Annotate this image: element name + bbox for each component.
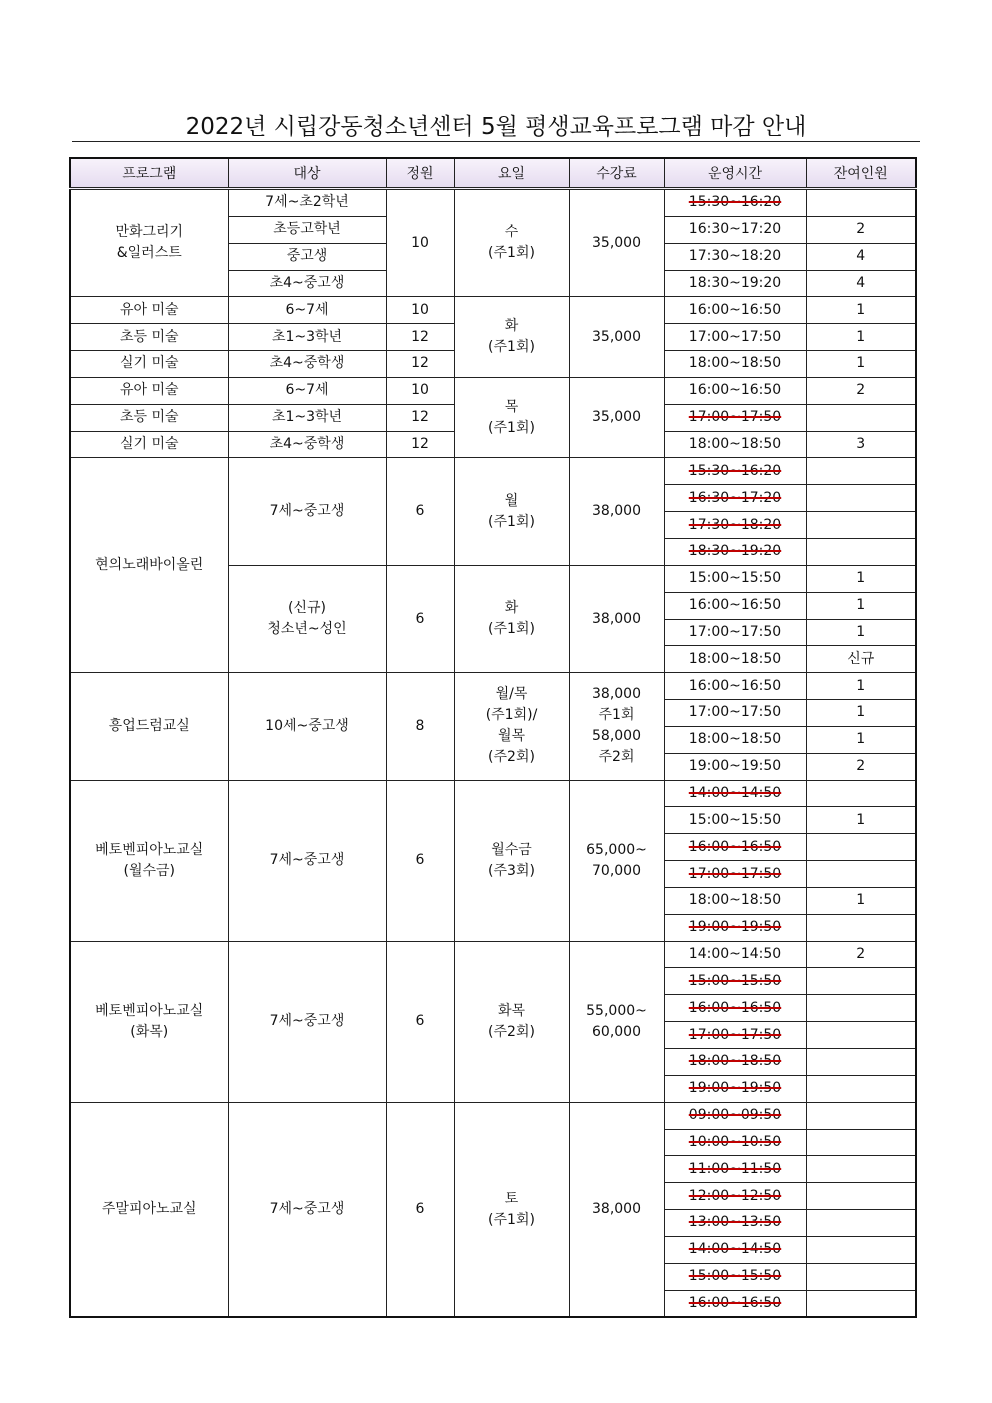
target-cell: 6~7세 (228, 297, 386, 324)
table-header-row (70, 158, 916, 189)
time-text: 19:00~19:50 (688, 1080, 782, 1097)
capacity-cell: 10 (386, 297, 454, 324)
time-slot-closed (664, 1210, 806, 1237)
time-text: 17:00~17:50 (688, 1026, 782, 1043)
time-slot-closed (664, 458, 806, 485)
time-text: 17:00~17:50 (688, 865, 782, 882)
capacity-cell: 10 (386, 189, 454, 297)
time-text: 09:00~09:50 (688, 1107, 782, 1124)
fee-cell: 38,000 (569, 565, 664, 672)
capacity-cell: 8 (386, 673, 454, 780)
time-slot-closed (664, 834, 806, 861)
table-row (70, 1102, 916, 1129)
remaining-cell: 2 (806, 377, 916, 404)
header-fee: 수강료 (569, 158, 664, 189)
day-cell: 토 (주1회) (454, 1102, 569, 1317)
fee-cell: 38,000 (569, 1102, 664, 1317)
program-cell: 실기 미술 (70, 351, 228, 378)
time-slot (664, 270, 806, 297)
remaining-cell: 4 (806, 270, 916, 297)
time-text: 16:30~17:20 (688, 489, 782, 506)
time-text: 10:00~10:50 (688, 1133, 782, 1150)
remaining-cell: 3 (806, 431, 916, 458)
time-text: 18:00~18:50 (688, 731, 782, 748)
time-text: 18:00~18:50 (688, 1053, 782, 1070)
day-cell: 화 (주1회) (454, 297, 569, 378)
capacity-cell: 6 (386, 565, 454, 672)
time-text: 16:00~16:50 (688, 597, 782, 614)
time-text: 16:00~16:50 (688, 999, 782, 1016)
remaining-cell: 1 (806, 726, 916, 753)
time-text: 14:00~14:50 (688, 1241, 782, 1258)
time-text: 17:30~18:20 (688, 516, 782, 533)
time-text: 17:00~17:50 (688, 704, 782, 721)
time-slot-closed (664, 1075, 806, 1102)
remaining-cell (806, 1102, 916, 1129)
target-cell: 7세~중고생 (228, 458, 386, 565)
remaining-cell (806, 1263, 916, 1290)
time-text: 16:30~17:20 (688, 221, 782, 238)
time-text: 17:30~18:20 (688, 248, 782, 265)
table-row (70, 458, 916, 485)
time-slot-closed (664, 861, 806, 888)
time-slot-closed (664, 995, 806, 1022)
day-cell: 월수금 (주3회) (454, 780, 569, 941)
time-slot-closed (664, 1022, 806, 1049)
time-slot-closed (664, 914, 806, 941)
time-text: 15:30~16:20 (688, 194, 782, 211)
target-cell: 10세~중고생 (228, 673, 386, 780)
remaining-cell (806, 1290, 916, 1317)
time-slot-closed (664, 1129, 806, 1156)
time-text: 16:00~16:50 (688, 677, 782, 694)
time-text: 18:30~19:20 (688, 274, 782, 291)
fee-cell: 38,000 (569, 458, 664, 565)
time-text: 15:00~15:50 (688, 972, 782, 989)
remaining-cell: 신규 (806, 646, 916, 673)
remaining-cell: 1 (806, 887, 916, 914)
remaining-cell (806, 834, 916, 861)
capacity-cell: 6 (386, 458, 454, 565)
remaining-cell: 1 (806, 807, 916, 834)
time-text: 19:00~19:50 (688, 758, 782, 775)
remaining-cell (806, 914, 916, 941)
day-cell: 화목 (주2회) (454, 941, 569, 1102)
time-slot (664, 619, 806, 646)
time-slot (664, 887, 806, 914)
remaining-cell (806, 189, 916, 217)
capacity-cell: 6 (386, 780, 454, 941)
fee-cell: 35,000 (569, 297, 664, 378)
program-cell: 베토벤피아노교실 (화목) (70, 941, 228, 1102)
time-slot-closed (664, 512, 806, 539)
time-text: 15:00~15:50 (688, 570, 782, 587)
target-cell: 7세~중고생 (228, 1102, 386, 1317)
target-cell: 초등고학년 (228, 216, 386, 243)
program-closing-table (69, 157, 917, 1318)
time-slot-closed (664, 538, 806, 565)
fee-cell: 65,000~ 70,000 (569, 780, 664, 941)
program-cell: 주말피아노교실 (70, 1102, 228, 1317)
target-cell: 중고생 (228, 243, 386, 270)
remaining-cell (806, 538, 916, 565)
remaining-cell (806, 1156, 916, 1183)
table-row (70, 780, 916, 807)
time-text: 13:00~13:50 (688, 1214, 782, 1231)
fee-cell: 35,000 (569, 377, 664, 458)
capacity-cell: 12 (386, 431, 454, 458)
time-slot (664, 377, 806, 404)
header-program: 프로그램 (70, 158, 228, 189)
time-slot-closed (664, 189, 806, 217)
time-text: 15:30~16:20 (688, 462, 782, 479)
program-cell: 흥업드럼교실 (70, 673, 228, 780)
time-slot-closed (664, 1049, 806, 1076)
time-slot (664, 673, 806, 700)
table-row (70, 673, 916, 700)
remaining-cell: 1 (806, 297, 916, 324)
header-time: 운영시간 (664, 158, 806, 189)
time-slot (664, 324, 806, 351)
target-cell: 초4~중학생 (228, 431, 386, 458)
target-cell: 6~7세 (228, 377, 386, 404)
time-text: 15:00~15:50 (688, 811, 782, 828)
time-text: 16:00~16:50 (688, 301, 782, 318)
time-slot (664, 297, 806, 324)
target-cell: 7세~중고생 (228, 780, 386, 941)
time-slot-closed (664, 1183, 806, 1210)
target-cell: 초4~중고생 (228, 270, 386, 297)
remaining-cell (806, 1075, 916, 1102)
remaining-cell (806, 861, 916, 888)
time-text: 18:00~18:50 (688, 892, 782, 909)
time-text: 18:00~18:50 (688, 436, 782, 453)
program-cell: 현의노래바이올린 (70, 458, 228, 673)
time-text: 17:00~17:50 (688, 623, 782, 640)
remaining-cell (806, 512, 916, 539)
remaining-cell (806, 1129, 916, 1156)
time-slot (664, 243, 806, 270)
time-slot (664, 726, 806, 753)
remaining-cell: 1 (806, 565, 916, 592)
time-slot (664, 700, 806, 727)
time-text: 18:30~19:20 (688, 543, 782, 560)
remaining-cell (806, 1022, 916, 1049)
time-slot (664, 351, 806, 378)
remaining-cell: 1 (806, 351, 916, 378)
time-slot (664, 646, 806, 673)
time-text: 16:00~16:50 (688, 1295, 782, 1312)
remaining-cell (806, 1236, 916, 1263)
fee-cell: 35,000 (569, 189, 664, 297)
fee-cell: 55,000~ 60,000 (569, 941, 664, 1102)
fee-cell: 38,000 주1회 58,000 주2회 (569, 673, 664, 780)
remaining-cell (806, 1049, 916, 1076)
title-underline (72, 141, 920, 142)
time-slot-closed (664, 1290, 806, 1317)
day-cell: 월/목 (주1회)/ 월목 (주2회) (454, 673, 569, 780)
time-slot-closed (664, 404, 806, 431)
time-slot (664, 565, 806, 592)
target-cell: 초1~3학년 (228, 404, 386, 431)
time-slot (664, 753, 806, 780)
header-capacity: 정원 (386, 158, 454, 189)
remaining-cell: 1 (806, 673, 916, 700)
remaining-cell (806, 780, 916, 807)
time-slot-closed (664, 485, 806, 512)
day-cell: 화 (주1회) (454, 565, 569, 672)
time-slot (664, 216, 806, 243)
time-text: 14:00~14:50 (688, 784, 782, 801)
remaining-cell: 1 (806, 592, 916, 619)
time-slot (664, 807, 806, 834)
program-cell: 유아 미술 (70, 297, 228, 324)
capacity-cell: 12 (386, 324, 454, 351)
remaining-cell (806, 458, 916, 485)
remaining-cell (806, 995, 916, 1022)
target-cell: (신규) 청소년~성인 (228, 565, 386, 672)
target-cell: 초4~중학생 (228, 351, 386, 378)
table-row (70, 377, 916, 404)
time-text: 17:00~17:50 (688, 328, 782, 345)
time-text: 17:00~17:50 (688, 409, 782, 426)
table-row (70, 941, 916, 968)
program-cell: 유아 미술 (70, 377, 228, 404)
time-slot-closed (664, 968, 806, 995)
time-slot-closed (664, 1236, 806, 1263)
remaining-cell (806, 968, 916, 995)
time-slot-closed (664, 780, 806, 807)
header-target: 대상 (228, 158, 386, 189)
time-slot-closed (664, 1156, 806, 1183)
program-cell: 만화그리기 &일러스트 (70, 189, 228, 297)
remaining-cell (806, 485, 916, 512)
capacity-cell: 6 (386, 1102, 454, 1317)
day-cell: 월 (주1회) (454, 458, 569, 565)
remaining-cell: 1 (806, 619, 916, 646)
header-day: 요일 (454, 158, 569, 189)
time-text: 16:00~16:50 (688, 382, 782, 399)
remaining-cell: 2 (806, 753, 916, 780)
time-slot (664, 941, 806, 968)
remaining-cell: 4 (806, 243, 916, 270)
page-title: 2022년 시립강동청소년센터 5월 평생교육프로그램 마감 안내 (185, 114, 807, 140)
capacity-cell: 12 (386, 351, 454, 378)
time-slot (664, 592, 806, 619)
time-slot-closed (664, 1263, 806, 1290)
remaining-cell (806, 404, 916, 431)
time-text: 18:00~18:50 (688, 355, 782, 372)
time-text: 14:00~14:50 (688, 946, 782, 963)
target-cell: 7세~중고생 (228, 941, 386, 1102)
target-cell: 7세~초2학년 (228, 189, 386, 217)
program-cell: 초등 미술 (70, 404, 228, 431)
day-cell: 수 (주1회) (454, 189, 569, 297)
time-slot (664, 431, 806, 458)
program-cell: 베토벤피아노교실 (월수금) (70, 780, 228, 941)
program-cell: 초등 미술 (70, 324, 228, 351)
time-slot-closed (664, 1102, 806, 1129)
capacity-cell: 10 (386, 377, 454, 404)
time-text: 19:00~19:50 (688, 919, 782, 936)
time-text: 11:00~11:50 (688, 1160, 782, 1177)
remaining-cell: 2 (806, 941, 916, 968)
time-text: 16:00~16:50 (688, 838, 782, 855)
header-remaining: 잔여인원 (806, 158, 916, 189)
remaining-cell (806, 1183, 916, 1210)
capacity-cell: 12 (386, 404, 454, 431)
time-text: 12:00~12:50 (688, 1187, 782, 1204)
time-text: 15:00~15:50 (688, 1268, 782, 1285)
table-row (70, 189, 916, 217)
day-cell: 목 (주1회) (454, 377, 569, 458)
table-row (70, 297, 916, 324)
remaining-cell (806, 1210, 916, 1237)
capacity-cell: 6 (386, 941, 454, 1102)
remaining-cell: 1 (806, 700, 916, 727)
program-cell: 실기 미술 (70, 431, 228, 458)
remaining-cell: 1 (806, 324, 916, 351)
remaining-cell: 2 (806, 216, 916, 243)
time-text: 18:00~18:50 (688, 650, 782, 667)
target-cell: 초1~3학년 (228, 324, 386, 351)
